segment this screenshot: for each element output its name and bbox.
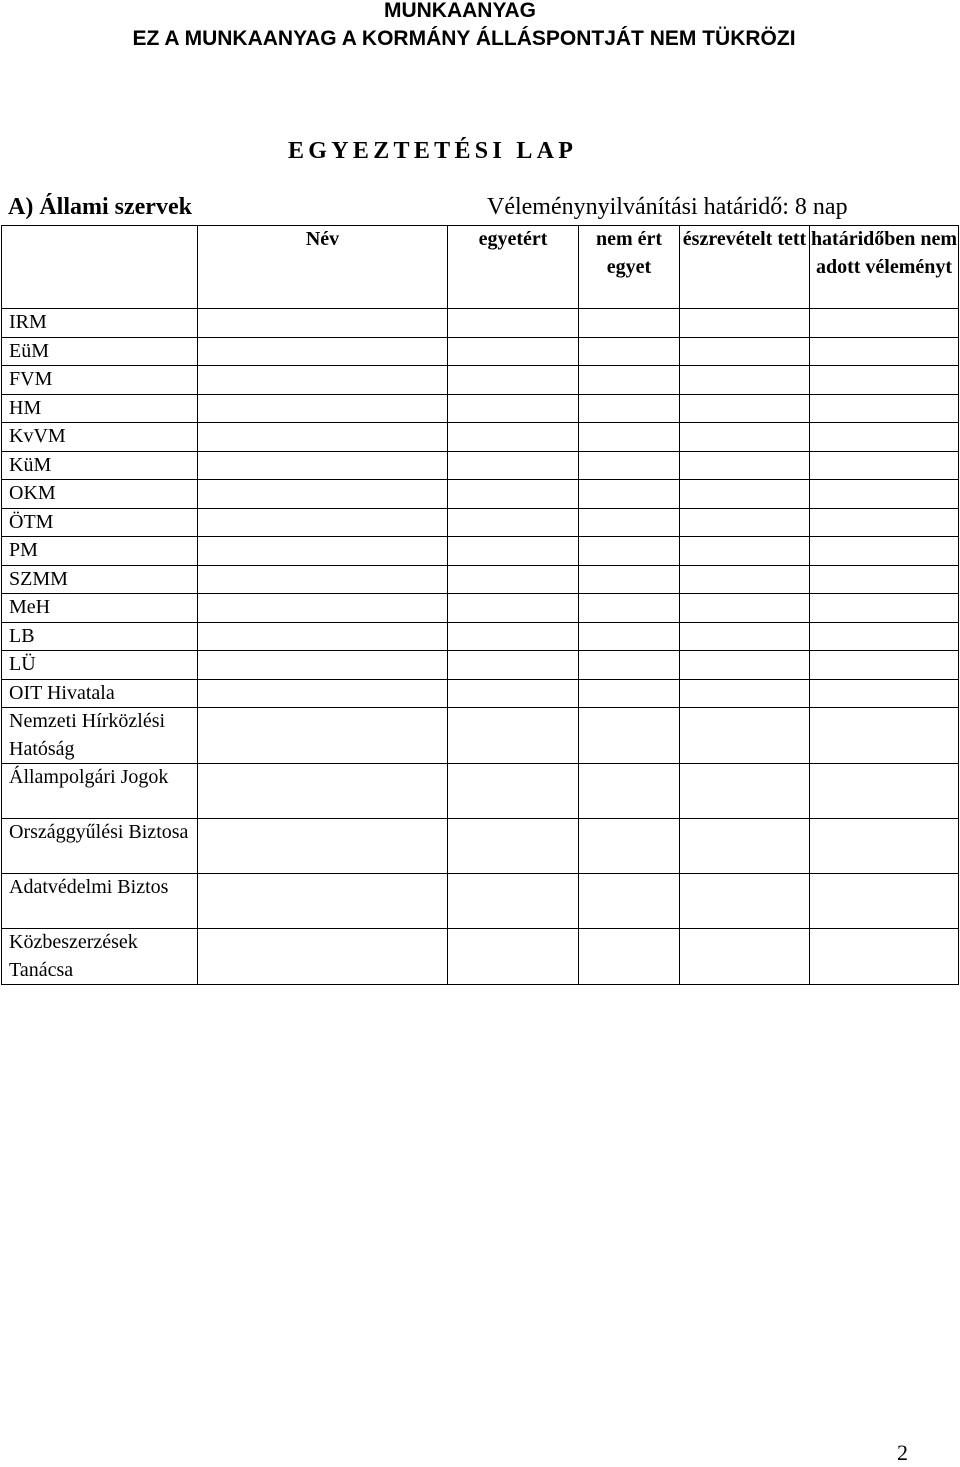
agree-cell[interactable] xyxy=(448,764,579,819)
disagree-cell[interactable] xyxy=(579,874,680,929)
table-row xyxy=(2,423,959,452)
no-opinion-cell[interactable] xyxy=(810,819,959,874)
disagree-cell[interactable] xyxy=(579,537,680,566)
agree-cell[interactable] xyxy=(448,366,579,395)
disagree-cell[interactable] xyxy=(579,679,680,708)
agree-cell[interactable] xyxy=(448,508,579,537)
no-opinion-cell[interactable] xyxy=(810,874,959,929)
table-row xyxy=(2,622,959,651)
name-cell[interactable] xyxy=(198,537,448,566)
no-opinion-cell[interactable] xyxy=(810,366,959,395)
section-label: A) Állami szervek xyxy=(8,194,192,220)
no-opinion-cell[interactable] xyxy=(810,679,959,708)
row-organization-text: Állampolgári Jogok xyxy=(9,766,169,788)
row-organization: MeH xyxy=(2,594,198,623)
remarks-cell[interactable] xyxy=(680,537,810,566)
col-header-no-opinion: határidőben nem adott véleményt xyxy=(810,226,959,309)
no-opinion-cell[interactable] xyxy=(810,708,959,764)
disagree-cell[interactable] xyxy=(579,708,680,764)
name-cell[interactable] xyxy=(198,480,448,509)
disagree-cell[interactable] xyxy=(579,337,680,366)
disagree-cell[interactable] xyxy=(579,480,680,509)
agree-cell[interactable] xyxy=(448,622,579,651)
col-header-name: Név xyxy=(198,226,448,309)
disagree-cell[interactable] xyxy=(579,622,680,651)
no-opinion-cell[interactable] xyxy=(810,764,959,819)
no-opinion-cell[interactable] xyxy=(810,451,959,480)
agree-cell[interactable] xyxy=(448,874,579,929)
disagree-cell[interactable] xyxy=(579,508,680,537)
remarks-cell[interactable] xyxy=(680,622,810,651)
agree-cell[interactable] xyxy=(448,651,579,680)
agree-cell[interactable] xyxy=(448,929,579,985)
agree-cell[interactable] xyxy=(448,423,579,452)
remarks-cell[interactable] xyxy=(680,651,810,680)
remarks-cell[interactable] xyxy=(680,337,810,366)
row-organization: PM xyxy=(2,537,198,566)
name-cell[interactable] xyxy=(198,764,448,819)
row-organization: SZMM xyxy=(2,565,198,594)
no-opinion-cell[interactable] xyxy=(810,394,959,423)
agree-cell[interactable] xyxy=(448,394,579,423)
table-row xyxy=(2,451,959,480)
col-header-disagrees: nem ért egyet xyxy=(579,226,680,309)
disagree-cell[interactable] xyxy=(579,423,680,452)
no-opinion-cell[interactable] xyxy=(810,651,959,680)
name-cell[interactable] xyxy=(198,451,448,480)
table-row xyxy=(2,366,959,395)
no-opinion-cell[interactable] xyxy=(810,565,959,594)
agree-cell[interactable] xyxy=(448,537,579,566)
name-cell[interactable] xyxy=(198,565,448,594)
name-cell[interactable] xyxy=(198,508,448,537)
name-cell[interactable] xyxy=(198,679,448,708)
table-row xyxy=(2,708,959,764)
remarks-cell[interactable] xyxy=(680,451,810,480)
remarks-cell[interactable] xyxy=(680,764,810,819)
page-number: 2 xyxy=(897,1440,908,1465)
name-cell[interactable] xyxy=(198,874,448,929)
agree-cell[interactable] xyxy=(448,337,579,366)
agree-cell[interactable] xyxy=(448,565,579,594)
disagree-cell[interactable] xyxy=(579,819,680,874)
page-title: EGYEZTETÉSI LAP xyxy=(288,138,578,164)
row-organization xyxy=(2,874,198,929)
no-opinion-cell[interactable] xyxy=(810,537,959,566)
disagree-cell[interactable] xyxy=(579,309,680,338)
name-cell[interactable] xyxy=(198,394,448,423)
no-opinion-cell[interactable] xyxy=(810,508,959,537)
table-row xyxy=(2,309,959,338)
row-organization: HM xyxy=(2,394,198,423)
agree-cell[interactable] xyxy=(448,679,579,708)
row-organization: KüM xyxy=(2,451,198,480)
remarks-cell[interactable] xyxy=(680,874,810,929)
no-opinion-cell[interactable] xyxy=(810,480,959,509)
disagree-cell[interactable] xyxy=(579,394,680,423)
disagree-cell[interactable] xyxy=(579,594,680,623)
remarks-cell[interactable] xyxy=(680,929,810,985)
table-row xyxy=(2,537,959,566)
name-cell[interactable] xyxy=(198,594,448,623)
disagree-cell[interactable] xyxy=(579,565,680,594)
agree-cell[interactable] xyxy=(448,309,579,338)
deadline-text: Véleménynyilvánítási határidő: 8 nap xyxy=(487,194,848,220)
name-cell[interactable] xyxy=(198,337,448,366)
name-cell[interactable] xyxy=(198,929,448,985)
agree-cell[interactable] xyxy=(448,708,579,764)
row-organization-text: Országgyűlési Biztosa xyxy=(9,821,189,843)
row-organization-text: Adatvédelmi Biztos xyxy=(9,876,169,898)
no-opinion-cell[interactable] xyxy=(810,309,959,338)
no-opinion-cell[interactable] xyxy=(810,423,959,452)
table-row xyxy=(2,929,959,985)
table-row xyxy=(2,480,959,509)
row-organization: KvVM xyxy=(2,423,198,452)
agree-cell[interactable] xyxy=(448,819,579,874)
table-row xyxy=(2,394,959,423)
name-cell[interactable] xyxy=(198,366,448,395)
disagree-cell[interactable] xyxy=(579,764,680,819)
row-organization: FVM xyxy=(2,366,198,395)
remarks-cell[interactable] xyxy=(680,679,810,708)
table-row xyxy=(2,819,959,874)
col-header-remarks: észrevételt tett xyxy=(680,226,810,309)
disagree-cell[interactable] xyxy=(579,451,680,480)
remarks-cell[interactable] xyxy=(680,366,810,395)
disagree-cell[interactable] xyxy=(579,366,680,395)
agree-cell[interactable] xyxy=(448,451,579,480)
agree-cell[interactable] xyxy=(448,480,579,509)
remarks-cell[interactable] xyxy=(680,819,810,874)
approval-table xyxy=(1,225,959,985)
draft-notice-heading: MUNKAANYAG xyxy=(383,0,537,22)
table-row xyxy=(2,764,959,819)
no-opinion-cell[interactable] xyxy=(810,929,959,985)
name-cell[interactable] xyxy=(198,309,448,338)
name-cell[interactable] xyxy=(198,819,448,874)
table-row xyxy=(2,679,959,708)
agree-cell[interactable] xyxy=(448,594,579,623)
disagree-cell[interactable] xyxy=(579,651,680,680)
remarks-cell[interactable] xyxy=(680,309,810,338)
remarks-cell[interactable] xyxy=(680,508,810,537)
row-organization xyxy=(2,819,198,874)
table-row xyxy=(2,337,959,366)
name-cell[interactable] xyxy=(198,423,448,452)
row-organization-text: Nemzeti Hírközlési Hatóság xyxy=(9,710,166,760)
row-organization: OIT Hivatala xyxy=(2,679,198,708)
name-cell[interactable] xyxy=(198,622,448,651)
col-header-organization xyxy=(2,226,198,309)
remarks-cell[interactable] xyxy=(680,594,810,623)
row-organization: LB xyxy=(2,622,198,651)
remarks-cell[interactable] xyxy=(680,423,810,452)
table-header-row xyxy=(2,226,959,309)
draft-disclaimer: EZ A MUNKAANYAG A KORMÁNY ÁLLÁSPONTJÁT NEM TÜKRÖZI xyxy=(132,27,796,50)
table-row xyxy=(2,565,959,594)
no-opinion-cell[interactable] xyxy=(810,622,959,651)
remarks-cell[interactable] xyxy=(680,565,810,594)
table-row xyxy=(2,651,959,680)
row-organization: EüM xyxy=(2,337,198,366)
remarks-cell[interactable] xyxy=(680,480,810,509)
row-organization: IRM xyxy=(2,309,198,338)
row-organization-text: Közbeszerzések Tanácsa xyxy=(9,931,138,981)
remarks-cell[interactable] xyxy=(680,708,810,764)
row-organization xyxy=(2,708,198,764)
table-row xyxy=(2,594,959,623)
row-organization: ÖTM xyxy=(2,508,198,537)
col-header-agrees: egyetért xyxy=(448,226,579,309)
row-organization: OKM xyxy=(2,480,198,509)
no-opinion-cell[interactable] xyxy=(810,594,959,623)
disagree-cell[interactable] xyxy=(579,929,680,985)
row-organization xyxy=(2,929,198,985)
name-cell[interactable] xyxy=(198,651,448,680)
remarks-cell[interactable] xyxy=(680,394,810,423)
name-cell[interactable] xyxy=(198,708,448,764)
table-row xyxy=(2,874,959,929)
table-row xyxy=(2,508,959,537)
row-organization: LÜ xyxy=(2,651,198,680)
no-opinion-cell[interactable] xyxy=(810,337,959,366)
row-organization xyxy=(2,764,198,819)
